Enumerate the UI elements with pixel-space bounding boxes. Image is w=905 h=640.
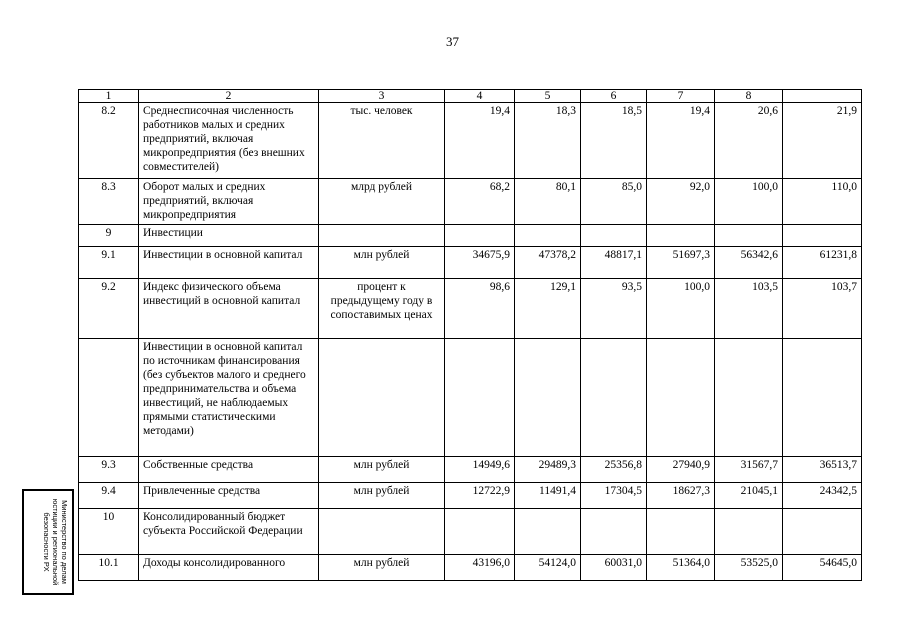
row-value: 93,5 bbox=[581, 279, 647, 339]
row-unit: млрд рублей bbox=[319, 179, 445, 225]
row-number: 10 bbox=[79, 509, 139, 555]
column-header: 7 bbox=[647, 90, 715, 103]
row-indicator: Индекс физического объема инвестиций в основной капитал bbox=[139, 279, 319, 339]
row-value: 18627,3 bbox=[647, 483, 715, 509]
row-unit: тыс. человек bbox=[319, 103, 445, 179]
row-value bbox=[715, 339, 783, 457]
row-value: 68,2 bbox=[445, 179, 515, 225]
row-value bbox=[515, 509, 581, 555]
row-value: 43196,0 bbox=[445, 555, 515, 581]
row-value bbox=[783, 509, 862, 555]
row-value bbox=[715, 509, 783, 555]
stamp-line: Министерство по делам bbox=[60, 500, 69, 584]
table-header-row bbox=[79, 90, 862, 103]
stamp-line: безопасности РХ bbox=[42, 512, 51, 572]
row-value: 25356,8 bbox=[581, 457, 647, 483]
indicators-table bbox=[78, 89, 862, 581]
table-row bbox=[79, 509, 862, 555]
row-indicator: Инвестиции bbox=[139, 225, 319, 247]
stamp-line: юстиции и региональной bbox=[51, 498, 60, 586]
row-value: 56342,6 bbox=[715, 247, 783, 279]
row-unit: млн рублей bbox=[319, 483, 445, 509]
row-value: 54124,0 bbox=[515, 555, 581, 581]
row-value bbox=[445, 225, 515, 247]
table-row bbox=[79, 339, 862, 457]
row-value: 21,9 bbox=[783, 103, 862, 179]
row-value bbox=[581, 509, 647, 555]
row-value: 47378,2 bbox=[515, 247, 581, 279]
column-header: 2 bbox=[139, 90, 319, 103]
row-unit: процент к предыдущему году в сопоставимых ценах bbox=[319, 279, 445, 339]
row-value: 36513,7 bbox=[783, 457, 862, 483]
row-value: 53525,0 bbox=[715, 555, 783, 581]
row-number: 9.3 bbox=[79, 457, 139, 483]
row-value: 19,4 bbox=[445, 103, 515, 179]
row-value bbox=[445, 339, 515, 457]
row-value: 19,4 bbox=[647, 103, 715, 179]
row-value: 34675,9 bbox=[445, 247, 515, 279]
table-row bbox=[79, 179, 862, 225]
row-indicator: Доходы консолидированного bbox=[139, 555, 319, 581]
column-header: 8 bbox=[715, 90, 783, 103]
row-value: 24342,5 bbox=[783, 483, 862, 509]
row-indicator: Оборот малых и средних предприятий, включая микропредприятия bbox=[139, 179, 319, 225]
row-value: 103,5 bbox=[715, 279, 783, 339]
column-header: 4 bbox=[445, 90, 515, 103]
row-value: 12722,9 bbox=[445, 483, 515, 509]
row-value: 18,5 bbox=[581, 103, 647, 179]
row-value: 11491,4 bbox=[515, 483, 581, 509]
row-value: 20,6 bbox=[715, 103, 783, 179]
row-value bbox=[581, 339, 647, 457]
row-value: 21045,1 bbox=[715, 483, 783, 509]
row-indicator: Собственные средства bbox=[139, 457, 319, 483]
table-row bbox=[79, 555, 862, 581]
row-unit bbox=[319, 225, 445, 247]
row-number bbox=[79, 339, 139, 457]
row-value: 31567,7 bbox=[715, 457, 783, 483]
row-value: 129,1 bbox=[515, 279, 581, 339]
row-unit: млн рублей bbox=[319, 457, 445, 483]
row-value: 29489,3 bbox=[515, 457, 581, 483]
row-value bbox=[515, 339, 581, 457]
row-indicator: Инвестиции в основной капитал bbox=[139, 247, 319, 279]
row-number: 9 bbox=[79, 225, 139, 247]
column-header: 3 bbox=[319, 90, 445, 103]
row-unit: млн рублей bbox=[319, 555, 445, 581]
row-number: 9.4 bbox=[79, 483, 139, 509]
row-value bbox=[783, 225, 862, 247]
row-unit bbox=[319, 339, 445, 457]
row-value bbox=[647, 509, 715, 555]
row-unit: млн рублей bbox=[319, 247, 445, 279]
row-indicator: Среднесписочная численность работников малых и средних предприятий, включая микропредприятия (без внешних совместителей) bbox=[139, 103, 319, 179]
row-value: 80,1 bbox=[515, 179, 581, 225]
table-row bbox=[79, 483, 862, 509]
row-value: 54645,0 bbox=[783, 555, 862, 581]
row-unit bbox=[319, 509, 445, 555]
row-value: 85,0 bbox=[581, 179, 647, 225]
row-value bbox=[783, 339, 862, 457]
row-value bbox=[445, 509, 515, 555]
row-value: 98,6 bbox=[445, 279, 515, 339]
column-header bbox=[783, 90, 862, 103]
table-row bbox=[79, 103, 862, 179]
row-value: 17304,5 bbox=[581, 483, 647, 509]
row-value: 100,0 bbox=[647, 279, 715, 339]
table-row bbox=[79, 225, 862, 247]
row-value: 100,0 bbox=[715, 179, 783, 225]
row-indicator: Привлеченные средства bbox=[139, 483, 319, 509]
row-value: 18,3 bbox=[515, 103, 581, 179]
row-value: 48817,1 bbox=[581, 247, 647, 279]
row-value bbox=[581, 225, 647, 247]
row-value: 27940,9 bbox=[647, 457, 715, 483]
column-header: 5 bbox=[515, 90, 581, 103]
row-value: 60031,0 bbox=[581, 555, 647, 581]
row-value bbox=[515, 225, 581, 247]
row-value: 110,0 bbox=[783, 179, 862, 225]
row-value bbox=[715, 225, 783, 247]
row-number: 8.2 bbox=[79, 103, 139, 179]
column-header: 6 bbox=[581, 90, 647, 103]
row-number: 9.1 bbox=[79, 247, 139, 279]
page-number: 37 bbox=[446, 34, 459, 49]
row-value: 103,7 bbox=[783, 279, 862, 339]
row-number: 9.2 bbox=[79, 279, 139, 339]
table-row bbox=[79, 457, 862, 483]
row-number: 10.1 bbox=[79, 555, 139, 581]
row-indicator: Консолидированный бюджет субъекта Российской Федерации bbox=[139, 509, 319, 555]
row-number: 8.3 bbox=[79, 179, 139, 225]
row-indicator: Инвестиции в основной капитал по источникам финансирования (без субъектов малого и среднего предпринимательства и объема инвестиций, не наблюдаемых прямыми статистическими методами) bbox=[139, 339, 319, 457]
row-value: 51364,0 bbox=[647, 555, 715, 581]
row-value: 92,0 bbox=[647, 179, 715, 225]
column-header: 1 bbox=[79, 90, 139, 103]
row-value bbox=[647, 225, 715, 247]
row-value bbox=[647, 339, 715, 457]
table-row bbox=[79, 247, 862, 279]
row-value: 61231,8 bbox=[783, 247, 862, 279]
row-value: 14949,6 bbox=[445, 457, 515, 483]
row-value: 51697,3 bbox=[647, 247, 715, 279]
table-row bbox=[79, 279, 862, 339]
ministry-stamp bbox=[22, 489, 74, 595]
